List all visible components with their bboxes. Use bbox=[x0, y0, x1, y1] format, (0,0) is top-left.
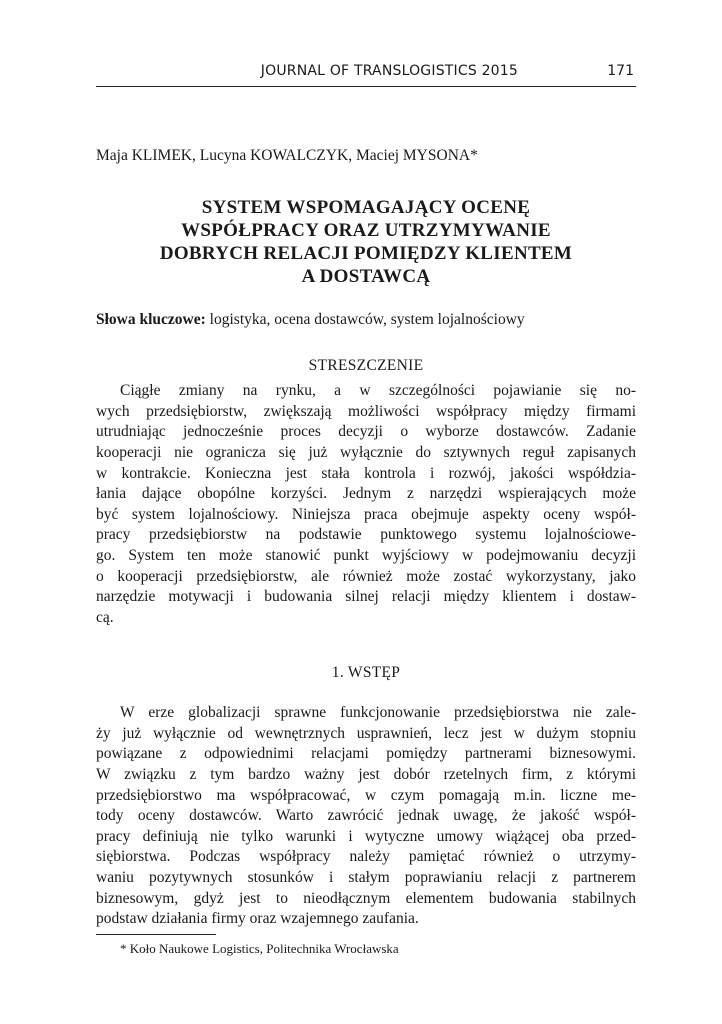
journal-title: JOURNAL OF TRANSLOGISTICS 2015 bbox=[260, 63, 518, 79]
text-line: W erze globalizacji sprawne funkcjonowanie przedsiębiorstwa nie zale- bbox=[120, 704, 636, 721]
title-line: A DOSTAWCĄ bbox=[301, 266, 431, 287]
introduction-body bbox=[96, 703, 636, 930]
text-line: pracy definiują nie tylko warunki i wytyczne umowy wiążącej oba przed- bbox=[96, 827, 636, 845]
text-line: pracy przedsiębiorstw na podstawie punktowego systemu lojalnościowe- bbox=[96, 526, 636, 544]
keywords-label: Słowa kluczowe: bbox=[96, 311, 206, 328]
text-line: cą. bbox=[96, 609, 114, 627]
text-line: narzędzie motywacji i budowania silnej relacji między klientem i dostaw- bbox=[96, 588, 636, 606]
text-line: waniu pozytywnych stosunków i stałym poprawianiu relacji z partnerem bbox=[96, 869, 636, 887]
text-line: łania dające obopólne korzyści. Jednym z narzędzi wspierających może bbox=[96, 485, 636, 503]
title-line: DOBRYCH RELACJI POMIĘDZY KLIENTEM bbox=[159, 243, 573, 264]
text-line: powiązane z odpowiednimi relacjami pomiędzy partnerami biznesowymi. bbox=[96, 745, 636, 763]
section-heading: 1. WSTĘP bbox=[331, 664, 401, 681]
text-line: w kontrakcie. Konieczna jest stała kontrola i rozwój, jakości współdzia- bbox=[96, 464, 636, 482]
footnote-rule bbox=[96, 934, 216, 935]
footnote: * Koło Naukowe Logistics, Politechnika Wrocławska bbox=[120, 941, 399, 956]
text-line: wych przedsiębiorstw, zwiększają możliwości współpracy między firmami bbox=[96, 402, 636, 420]
running-header bbox=[96, 62, 636, 87]
text-line: podstaw działania firmy oraz wzajemnego zaufania. bbox=[96, 910, 419, 928]
abstract-heading: STRESZCZENIE bbox=[308, 357, 424, 374]
keywords-value: logistyka, ocena dostawców, system lojalnościowy bbox=[209, 311, 525, 328]
title-line: WSPÓŁPRACY ORAZ UTRZYMYWANIE bbox=[181, 220, 551, 241]
text-line: siębiorstwa. Podczas współpracy należy pamiętać również o utrzymy- bbox=[96, 848, 636, 866]
text-line: go. System ten może stanowić punkt wyjściowy w podejmowaniu decyzji bbox=[96, 547, 636, 565]
paper-title bbox=[96, 196, 636, 288]
page-number: 171 bbox=[607, 63, 634, 79]
text-line: ży już wyłącznie od wewnętrznych usprawnień, lecz jest w dużym stopniu bbox=[96, 724, 636, 742]
abstract-body bbox=[96, 381, 636, 629]
text-line: Ciągłe zmiany na rynku, a w szczególności pojawianie się no- bbox=[120, 382, 636, 399]
text-line: być system lojalnościowy. Niniejsza praca obejmuje aspekty oceny współ- bbox=[96, 505, 636, 523]
text-line: o kooperacji przedsiębiorstw, ale również może zostać wykorzystany, jako bbox=[96, 567, 636, 585]
title-line: SYSTEM WSPOMAGAJĄCY OCENĘ bbox=[201, 197, 531, 218]
text-line: biznesowym, gdyż jest to nieodłącznym elementem budowania stabilnych bbox=[96, 889, 636, 907]
text-line: kooperacji nie ogranicza się już wyłącznie do sztywnych reguł zapisanych bbox=[96, 443, 636, 461]
authors: Maja KLIMEK, Lucyna KOWALCZYK, Maciej MYSONA* bbox=[96, 147, 478, 164]
text-line: tody oceny dostawców. Warto zawrócić jednak uwagę, że jakość współ- bbox=[96, 807, 636, 825]
keywords bbox=[96, 311, 636, 329]
text-line: utrudniając jednocześnie proces decyzji o wyborze dostawców. Zadanie bbox=[96, 423, 636, 441]
text-line: przedsiębiorstwo ma współpracować, w czym pomagają m.in. liczne me- bbox=[96, 786, 636, 804]
text-line: W związku z tym bardzo ważny jest dobór rzetelnych firm, z którymi bbox=[96, 765, 636, 783]
